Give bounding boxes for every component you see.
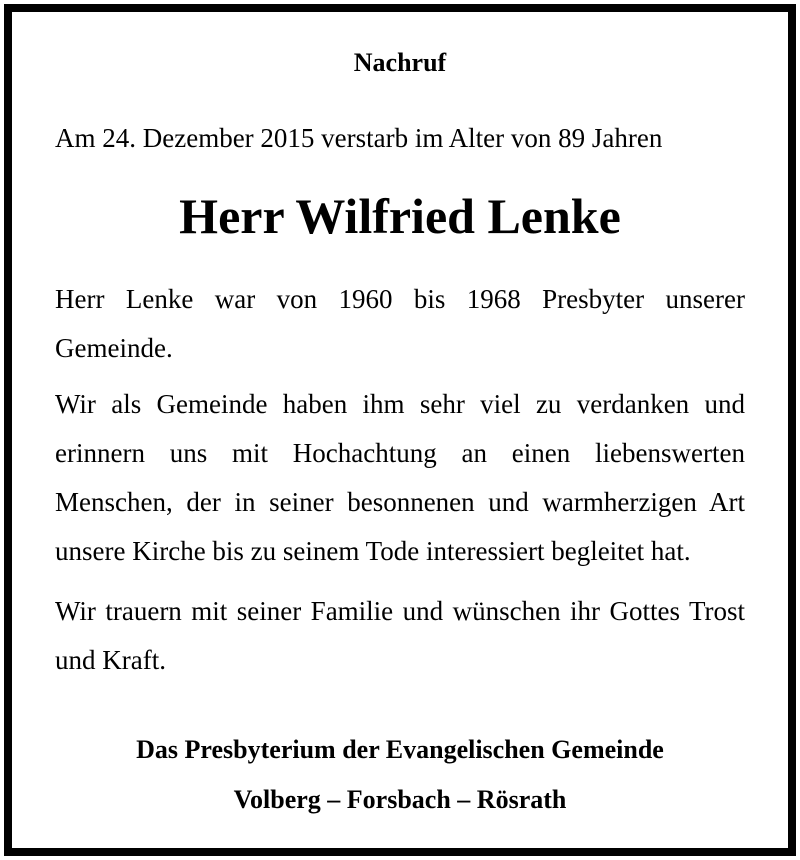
- paragraph-condolence: Wir trauern mit seiner Familie und wünschen ihr Gottes Trost und Kraft.: [55, 596, 745, 675]
- paragraph-tribute: Wir als Gemeinde haben ihm sehr viel zu verdanken und erinnern uns mit Hochachtung an einen liebenswerten Menschen, der in seiner besonnenen und warmherzigen Art unsere Kirche bis zu seinem Tode interessiert begleitet hat.: [55, 389, 745, 566]
- signature-organization: Das Presbyterium der Evangelischen Gemeinde: [136, 735, 664, 764]
- signature-locations: Volberg – Forsbach – Rösrath: [233, 785, 567, 814]
- deceased-name: Herr Wilfried Lenke: [179, 188, 621, 244]
- notice-heading: Nachruf: [353, 48, 447, 77]
- paragraph-service: Herr Lenke war von 1960 bis 1968 Presbyter unserer Gemeinde.: [55, 284, 745, 363]
- death-announcement: Am 24. Dezember 2015 verstarb im Alter von 89 Jahren: [55, 123, 663, 153]
